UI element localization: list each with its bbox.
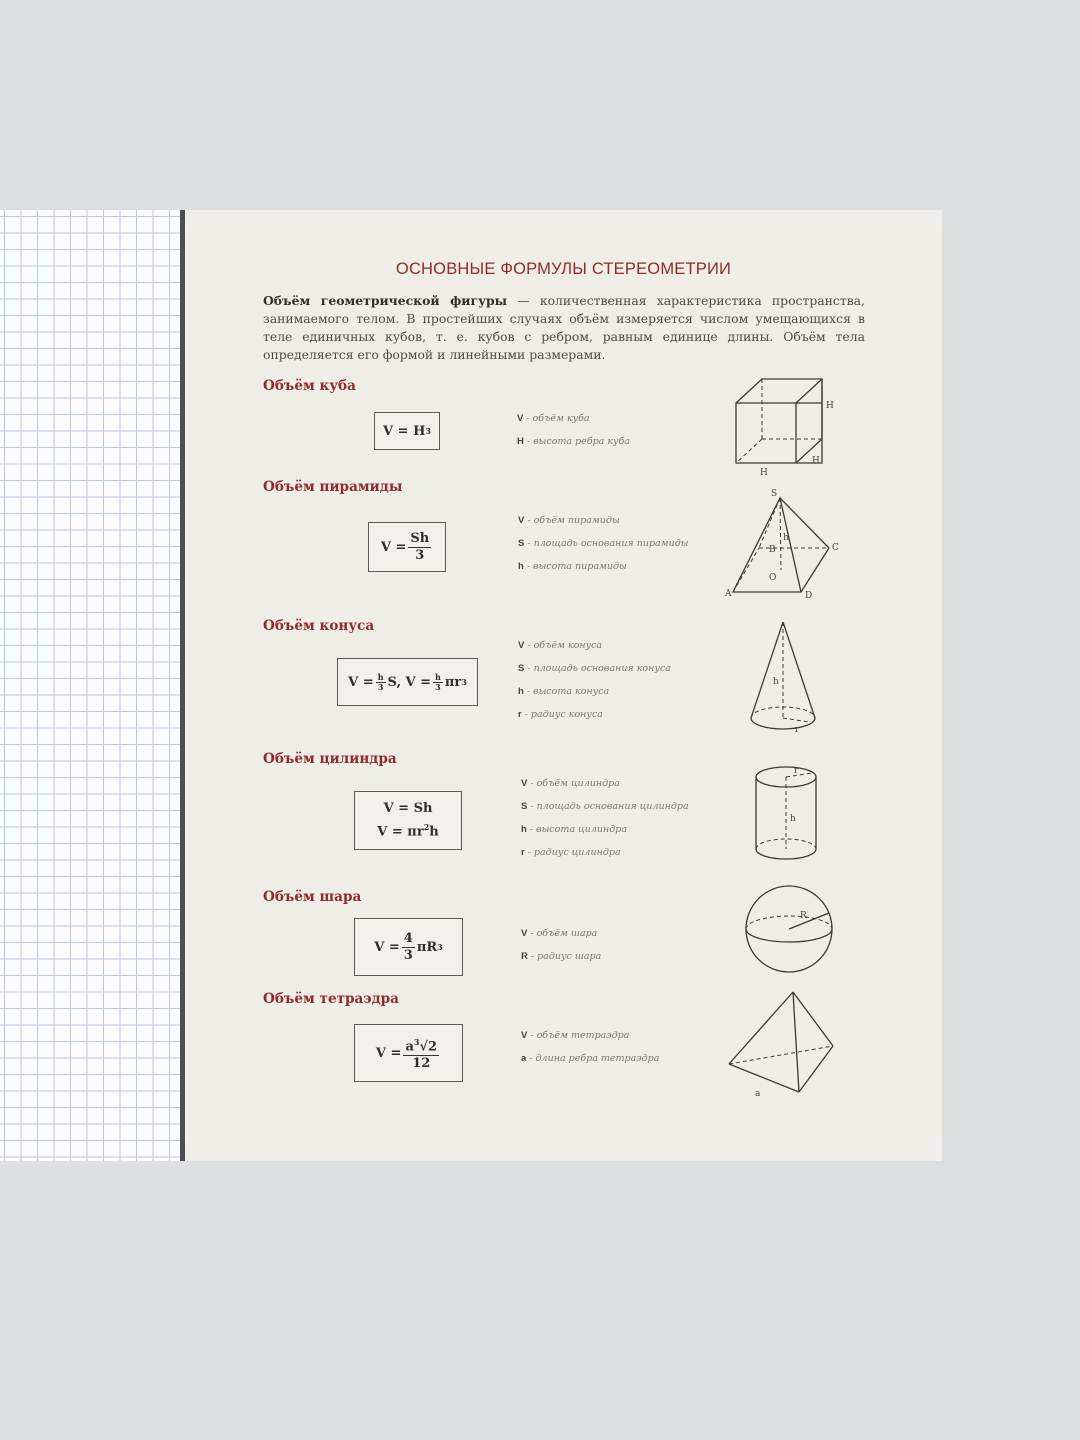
numerator: Sh	[410, 530, 430, 546]
pyramid-base-edge-dc	[801, 548, 829, 592]
cylinder-label: r	[794, 766, 799, 776]
cylinder-label: h	[790, 814, 796, 824]
tetra-edge	[793, 992, 833, 1046]
legend-desc: - высота конуса	[526, 686, 610, 697]
cube-top-right-edge	[796, 379, 822, 403]
tetra-edge	[729, 1064, 799, 1092]
tetrahedron-diagram	[725, 988, 837, 1098]
legend-item	[521, 1053, 659, 1076]
formula-cylinder	[354, 791, 462, 850]
pyramid-hidden-edge	[733, 548, 759, 592]
legend-cone	[518, 640, 671, 732]
formula-sphere	[354, 918, 463, 976]
pyramid-label: h	[783, 533, 789, 543]
pyramid-diagram	[725, 490, 845, 602]
formula-v: V	[374, 939, 385, 955]
cone-base-front	[751, 718, 815, 729]
formula-v: V	[375, 1045, 387, 1061]
intro-paragraph	[263, 292, 865, 364]
cone-side	[751, 622, 783, 718]
legend-desc: - объём шара	[530, 928, 598, 939]
denominator: 3	[415, 547, 425, 563]
formula-eq: =	[420, 674, 432, 690]
tetra-edge	[729, 992, 793, 1064]
formula-pir: πr	[444, 674, 462, 690]
formula-part: V = πr	[377, 824, 424, 840]
denominator: 3	[435, 681, 441, 692]
legend-desc: - площадь основания пирамиды	[527, 538, 689, 549]
numerator: h	[377, 671, 384, 682]
pyramid-label: O	[769, 573, 777, 583]
numerator	[403, 1034, 439, 1056]
cone-label: h	[773, 677, 779, 687]
legend-item	[521, 801, 689, 824]
formula-v: V	[405, 674, 416, 690]
legend-desc: - высота цилиндра	[529, 824, 627, 835]
legend-symbol: h	[518, 561, 524, 572]
intro-term: Объём геометрической фигуры	[263, 293, 508, 308]
legend-item	[518, 515, 688, 538]
sphere-radius	[789, 913, 829, 929]
legend-desc: - площадь основания конуса	[527, 663, 671, 674]
intro-text: — количественная характеристика пространства, занимаемого телом. В простейших случаях объём измеряется числом умещающихся в теле единичных кубов, т. е. кубов с ребром, равным единице длины. Объём тела определяется его формой и линейными размерами.	[263, 293, 865, 362]
numerator: 4	[403, 930, 413, 946]
denominator: 12	[412, 1056, 431, 1072]
formula-line: V = Sh	[383, 801, 433, 817]
notebook-page	[185, 210, 942, 1161]
legend-cylinder	[521, 778, 689, 870]
legend-symbol: V	[521, 778, 528, 789]
formula-v: V	[380, 539, 391, 555]
formula-cube	[374, 412, 440, 450]
formula-eq: =	[362, 674, 374, 690]
cube-label: H	[826, 401, 834, 411]
formula-exp: 2	[423, 822, 430, 833]
tetra-label: a	[755, 1089, 761, 1099]
grid-paper-background	[0, 210, 182, 1161]
legend-desc: - площадь основания цилиндра	[530, 801, 689, 812]
denominator: 3	[403, 947, 413, 963]
formula-a: a	[405, 1039, 414, 1055]
legend-item	[518, 640, 671, 663]
pyramid-label: D	[805, 591, 813, 601]
fraction	[403, 1034, 439, 1072]
formula-pyramid	[368, 522, 446, 572]
formula-tetra	[354, 1024, 463, 1082]
legend-sphere	[521, 928, 601, 974]
formula-v: V	[348, 674, 359, 690]
legend-item	[521, 824, 689, 847]
formula-exp: 3	[437, 942, 443, 952]
formula-eq: =	[395, 539, 407, 555]
sphere-equator-back	[746, 916, 832, 929]
pyramid-label: S	[771, 489, 778, 499]
legend-desc: - объём куба	[526, 413, 590, 424]
pyramid-height	[780, 498, 781, 570]
cylinder-base-front	[756, 849, 816, 859]
legend-item	[518, 663, 671, 686]
pyramid-label: B	[769, 545, 776, 555]
cube-hidden-edge	[736, 439, 762, 463]
legend-tetra	[521, 1030, 659, 1076]
legend-symbol: S	[518, 538, 525, 549]
legend-cube	[517, 413, 630, 459]
legend-item	[517, 413, 630, 436]
cube-label: H	[760, 468, 768, 478]
cube-label: H	[812, 456, 820, 466]
denominator: 3	[377, 681, 384, 692]
sphere-label: R	[800, 911, 807, 921]
page-title: ОСНОВНЫЕ ФОРМУЛЫ СТЕРЕОМЕТРИИ	[395, 260, 732, 278]
cone-diagram	[745, 618, 825, 736]
fraction	[408, 531, 431, 564]
legend-symbol: V	[521, 1030, 528, 1041]
sphere-equator-front	[746, 929, 832, 942]
fraction	[402, 931, 415, 964]
legend-symbol: S	[518, 663, 525, 674]
legend-desc: - объём цилиндра	[530, 778, 620, 789]
formula-eq: =	[388, 939, 400, 955]
legend-symbol: R	[521, 951, 528, 962]
legend-item	[518, 709, 671, 732]
legend-desc: - объём конуса	[527, 640, 603, 651]
pyramid-front-face	[733, 498, 801, 592]
formula-eq: =	[397, 423, 409, 439]
legend-item	[518, 538, 688, 561]
legend-item	[518, 561, 688, 584]
legend-desc: - высота ребра куба	[526, 436, 631, 447]
sphere-diagram	[745, 885, 837, 977]
legend-item	[518, 686, 671, 709]
formula-cone	[337, 658, 478, 706]
formula-pir: πR	[416, 939, 438, 955]
legend-pyramid	[518, 515, 688, 584]
section-heading-cube: Объём куба	[263, 378, 356, 394]
legend-symbol: S	[521, 801, 528, 812]
numerator: h	[435, 671, 441, 682]
tetra-edge	[793, 992, 799, 1092]
formula-exp: 3	[413, 1036, 420, 1047]
section-heading-sphere: Объём шара	[263, 889, 362, 905]
legend-desc: - объём пирамиды	[527, 515, 620, 526]
section-heading-cylinder: Объём цилиндра	[263, 751, 397, 767]
tetra-hidden-edge	[729, 1046, 833, 1064]
cylinder-diagram	[750, 763, 830, 869]
formula-eq: =	[390, 1045, 402, 1061]
legend-symbol: V	[517, 413, 524, 424]
legend-item	[517, 436, 630, 459]
section-heading-pyramid: Объём пирамиды	[263, 479, 403, 495]
legend-symbol: V	[518, 640, 525, 651]
pyramid-label: C	[832, 543, 839, 553]
legend-item	[521, 1030, 659, 1053]
legend-symbol: h	[518, 686, 524, 697]
tetra-edge	[799, 1046, 833, 1092]
fraction	[376, 673, 386, 692]
legend-symbol: r	[521, 847, 525, 858]
legend-item	[521, 928, 601, 951]
cube-diagram	[730, 375, 840, 478]
pyramid-hidden-edge	[759, 498, 780, 548]
formula-h: H	[413, 423, 426, 439]
legend-symbol: h	[521, 824, 527, 835]
legend-item	[521, 847, 689, 870]
legend-symbol: V	[521, 928, 528, 939]
legend-symbol: r	[518, 709, 522, 720]
formula-exp: 3	[425, 426, 431, 436]
legend-symbol: a	[521, 1053, 527, 1064]
formula-part: h	[429, 824, 439, 840]
section-heading-tetra: Объём тетраэдра	[263, 991, 399, 1007]
legend-desc: - радиус конуса	[524, 709, 603, 720]
formula-s: S,	[387, 674, 401, 690]
cylinder-radius	[786, 773, 812, 777]
formula-v: V	[383, 423, 394, 439]
legend-symbol: H	[517, 436, 524, 447]
cone-radius	[783, 718, 809, 722]
formula-sqrt: √2	[419, 1039, 438, 1055]
cube-front-face	[736, 403, 822, 463]
legend-item	[521, 951, 601, 974]
legend-desc: - радиус цилиндра	[527, 847, 621, 858]
cone-side	[783, 622, 815, 718]
legend-desc: - объём тетраэдра	[530, 1030, 630, 1041]
pyramid-label: A	[725, 589, 732, 599]
formula-line	[377, 818, 438, 841]
fraction	[433, 673, 443, 692]
legend-desc: - высота пирамиды	[526, 561, 627, 572]
formula-exp: 3	[461, 677, 467, 687]
legend-desc: - длина ребра тетраэдра	[529, 1053, 660, 1064]
legend-desc: - радиус шара	[530, 951, 602, 962]
section-heading-cone: Объём конуса	[263, 618, 375, 634]
legend-item	[521, 778, 689, 801]
legend-symbol: V	[518, 515, 525, 526]
cone-label: r	[795, 725, 800, 735]
